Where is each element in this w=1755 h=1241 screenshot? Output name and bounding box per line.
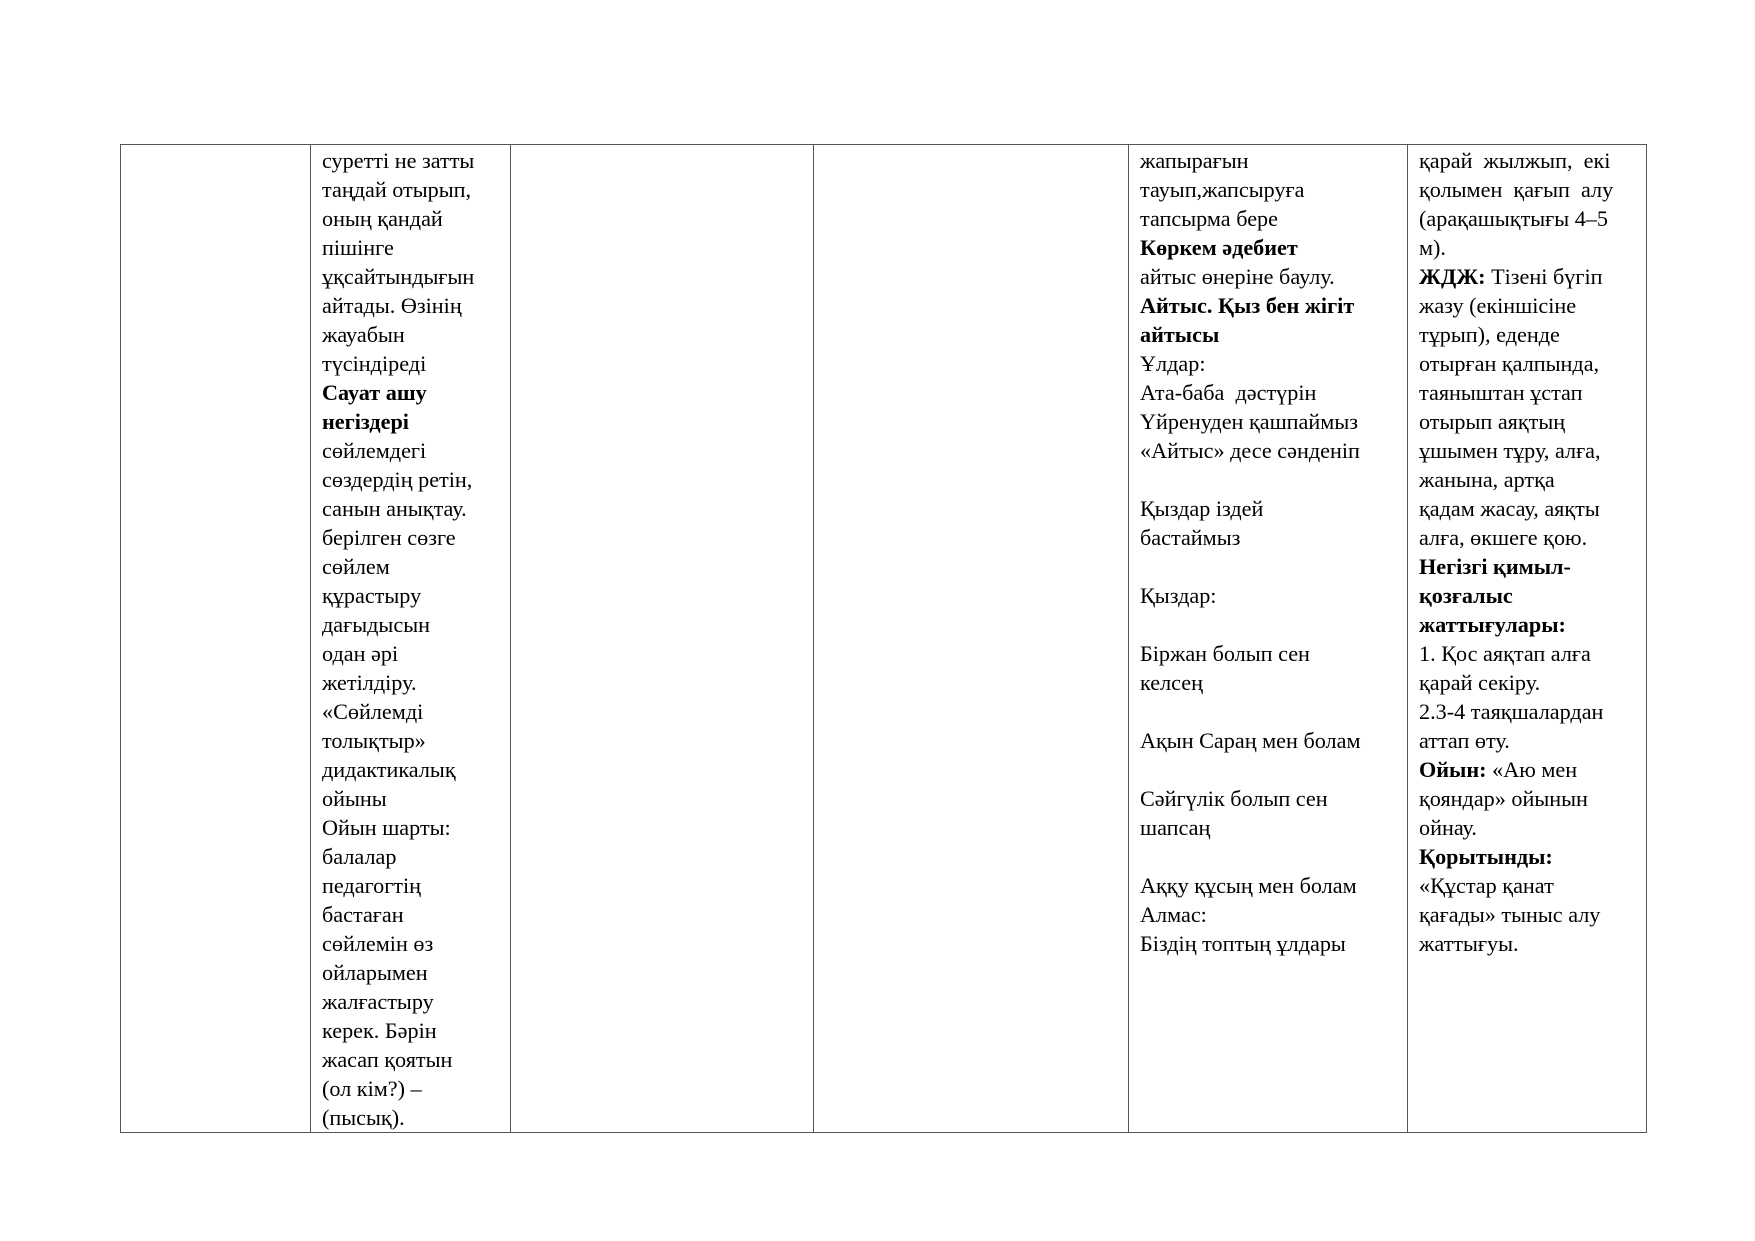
text-line: сөйлемін өз [322,931,434,956]
text-line: 1. Қос аяқтап алға [1419,641,1591,666]
text-line: тұрып), еденде [1419,322,1560,347]
text-line: суретті не затты [322,148,475,173]
text-line: отырған қалпында, [1419,351,1600,376]
text-line: педагогтің [322,873,422,898]
text-line: Қыздар: [1140,583,1217,608]
text-line: Ұлдар: [1140,351,1206,376]
inline-text: Тізені бүгіп [1485,264,1603,289]
lesson-plan-table [120,144,1647,1133]
text-line: «Айтыс» десе сәнденіп [1140,438,1360,463]
text-line: ойларымен [322,960,428,985]
text-line: бастаған [322,902,404,927]
text-line: керек. Бәрін [322,1018,437,1043]
text-line: сөздердің ретін, [322,467,473,492]
text-line: ойыны [322,786,387,811]
table-row [121,145,1647,1133]
text-line: «Сөйлемді [322,699,424,724]
text-line: ұшымен тұру, алға, [1419,438,1601,463]
table-cell-col2 [311,145,511,1133]
text-line: Қорытынды: [1419,844,1553,869]
text-line: жанына, артқа [1419,467,1555,492]
text-line: жауабын [322,322,405,347]
text-line: (пысық). [322,1105,405,1130]
text-line: аттап өту. [1419,728,1510,753]
text-line: жазу (екіншісіне [1419,293,1577,318]
text-line: «Құстар қанат [1419,873,1554,898]
text-line: түсіндіреді [322,351,427,376]
text-line: таяныштан ұстап [1419,380,1583,405]
text-line [1140,697,1399,726]
text-line: айтыс өнеріне баулу. [1140,264,1335,289]
text-line: Ақын Сарaң мен болам [1140,728,1361,753]
text-line: шапсаң [1140,815,1211,840]
text-line: қояндар» ойынын [1419,786,1588,811]
text-line: тапсырма бере [1140,206,1278,231]
text-line: м). [1419,235,1446,260]
text-line: пішінге [322,235,394,260]
text-line: алға, өкшеге қою. [1419,525,1588,550]
text-line: одан әрі [322,641,399,666]
text-line: Ата-баба дәстүрін [1140,380,1317,405]
text-line [1140,842,1399,871]
inline-label: ЖДЖ: [1419,264,1486,289]
inline-label: Ойын: [1419,757,1487,782]
text-line: таңдай отырып, [322,177,472,202]
text-line: (ол кім?) – [322,1076,422,1101]
table-cell-col4 [814,145,1129,1133]
text-line: бастаймыз [1140,525,1241,550]
text-line [1419,755,1638,784]
text-line: келсең [1140,670,1203,695]
text-line: айтады. Өзінің [322,293,462,318]
cell-text-col5 [1129,145,1407,958]
text-line: қадам жасау, аяқты [1419,496,1600,521]
text-line: ұқсайтындығын [322,264,475,289]
table-cell-col5 [1129,145,1408,1133]
text-line [1140,610,1399,639]
text-line: Негізгі қимыл- [1419,554,1571,579]
text-line: санын анықтау. [322,496,467,521]
text-line: Алмас: [1140,902,1207,927]
text-line: Ойын шарты: [322,815,451,840]
text-line: айтысы [1140,322,1220,347]
table-cell-col6 [1408,145,1647,1133]
text-line: Сауат ашу [322,380,427,405]
text-line: жаттығуы. [1419,931,1519,956]
text-line [1419,262,1638,291]
text-line: Аққу құсың мен болам [1140,873,1357,898]
text-line: сөйлем [322,554,390,579]
text-line: Сәйгүлік болып сен [1140,786,1328,811]
text-line [1140,465,1399,494]
text-line: тауып,жапсыруға [1140,177,1305,202]
table-cell-col3 [511,145,814,1133]
text-line [1140,552,1399,581]
text-line: дидактикалық [322,757,456,782]
text-line: (арақашықтығы 4–5 [1419,206,1609,231]
text-line: Біржан болып сен [1140,641,1310,666]
text-line: ойнау. [1419,815,1477,840]
text-line: құрастыру [322,583,422,608]
text-line: қолымен қағып алу [1419,177,1614,202]
text-line: қозғалыс [1419,583,1513,608]
text-line: қарай секіру. [1419,670,1541,695]
text-line: Біздің топтың ұлдары [1140,931,1346,956]
text-line: толықтыр» [322,728,426,753]
text-line: Үйренуден қашпаймыз [1140,409,1358,434]
text-line: сөйлемдегі [322,438,427,463]
text-line: берілген сөзге [322,525,456,550]
cell-text-col2 [311,145,510,1132]
text-line: қағады» тыныс алу [1419,902,1601,927]
text-line: 2.3-4 таяқшалардан [1419,699,1604,724]
cell-text-col6 [1408,145,1646,958]
text-line: жалғастыру [322,989,434,1014]
text-line: дағыдысын [322,612,430,637]
text-line: қарай жылжып, екі [1419,148,1611,173]
text-line: отырып аяқтың [1419,409,1566,434]
text-line: оның қандай [322,206,443,231]
text-line: жапырағын [1140,148,1249,173]
text-line: жаттығулары: [1419,612,1566,637]
text-line: Қыздар іздей [1140,496,1264,521]
text-line: балалар [322,844,397,869]
table-cell-col1 [121,145,311,1133]
text-line: Айтыс. Қыз бен жігіт [1140,293,1355,318]
inline-text: «Аю мен [1486,757,1578,782]
text-line [1140,755,1399,784]
text-line: жасап қоятын [322,1047,453,1072]
text-line: негіздері [322,409,409,434]
text-line: Көркем әдебиет [1140,235,1298,260]
text-line: жетілдіру. [322,670,417,695]
